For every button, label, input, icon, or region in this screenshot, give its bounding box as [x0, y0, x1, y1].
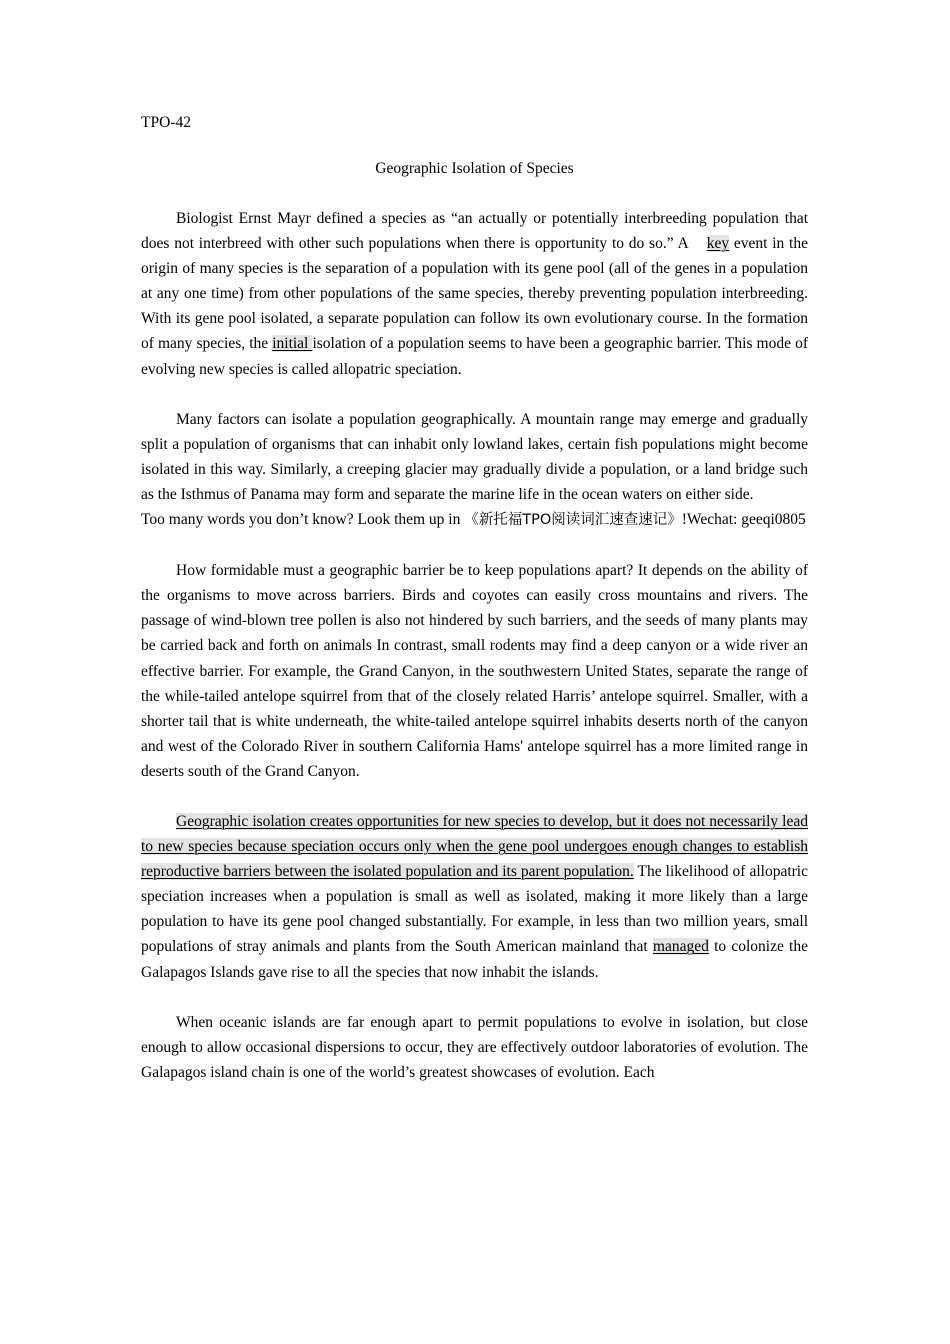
paragraph-5: When oceanic islands are far enough apart to permit populations to evolve in isolation, but close enough to allow occasional dispersions to occur, they are effectively outdoor laboratories of evolution. The Galapagos island chain is one of the world’s greatest showcases of evolution. Each: [141, 1013, 808, 1081]
highlight-passage-geographic-isolation[interactable]: Geographic isolation creates opportunities for new species to develop, but it does not necessarily lead to new species because speciation occurs only when the gene pool undergoes enough changes to establish reproductive barriers between the isolated population and its parent population.: [141, 812, 808, 881]
promo-text-before: Too many words you don’t know? Look them up in: [141, 511, 465, 529]
spacer: [141, 382, 808, 407]
paragraph-1-text-c: isolation of a population seems to have been a geographic barrier. This mode of evolving new species is called allopatric speciation.: [141, 335, 808, 378]
promo-chinese-title: 《新托福TPO阅读词汇速查速记》: [464, 512, 682, 529]
page-title: Geographic Isolation of Species: [375, 160, 574, 177]
spacer: [141, 533, 808, 558]
paragraph-1-text-b: event in the origin of many species is the separation of a population with its gene pool (all of the genes in a population at any one time) from other populations of the same species, thereby preventing population interbreeding. With its gene pool isolated, a separate population can follow its own evolutionary course. In the formation of many species, the: [141, 235, 808, 353]
spacer: [141, 784, 808, 809]
promo-text-after: !Wechat: geeqi0805: [681, 511, 806, 529]
document-code: TPO-42: [141, 114, 191, 131]
highlight-key[interactable]: key: [706, 235, 730, 253]
spacer: [141, 985, 808, 1010]
paragraph-4-text-b: to colonize the Galapagos Islands gave rise to all the species that now inhabit the islands.: [141, 938, 808, 981]
paragraph-3: How formidable must a geographic barrier be to keep populations apart? It depends on the ability of the organisms to move across barriers. Birds and coyotes can easily cross mountains and rivers. The passage of wind-blown tree pollen is also not hindered by such barriers, and the seeds of many plants may be carried back and forth on animals In contrast, small rodents may find a deep canyon or a wide river an effective barrier. For example, the Grand Canyon, in the southwestern United States, separate the range of the while-tailed antelope squirrel from that of the closely related Harris’ antelope squirrel. Smaller, with a shorter tail that is white underneath, the white-tailed antelope squirrel inhabits deserts north of the canyon and west of the Colorado River in southern California Hams' antelope squirrel has a more limited range in deserts south of the Grand Canyon.: [141, 562, 808, 780]
highlight-managed[interactable]: managed: [652, 938, 709, 956]
paragraph-4: [141, 809, 808, 985]
document-body: [141, 110, 808, 1085]
paragraph-4-text-a: The likelihood of allopatric speciation increases when a population is small as well as isolated, making it more likely than a large population to have its gene pool changed substantially. For example, in less than two million years, small populations of stray animals and plants from the South American mainland that: [141, 863, 808, 956]
highlight-initial[interactable]: initial: [272, 335, 313, 353]
paragraph-2: Many factors can isolate a population geographically. A mountain range may emerge and gradually split a population of organisms that can inhabit only lowland lakes, certain fish populations might become isolated in this way. Similarly, a creeping glacier may gradually divide a population, or a land bridge such as the Isthmus of Panama may form and separate the marine life in the ocean waters on either side.: [141, 410, 808, 503]
promo-line: [141, 507, 808, 533]
paragraph-1-text-a: Biologist Ernst Mayr defined a species as “an actually or potentially interbreeding population that does not interbreed with other such populations when there is opportunity to do so.” A: [141, 210, 808, 253]
paragraph-1: [141, 206, 808, 382]
spacer: [141, 181, 808, 206]
